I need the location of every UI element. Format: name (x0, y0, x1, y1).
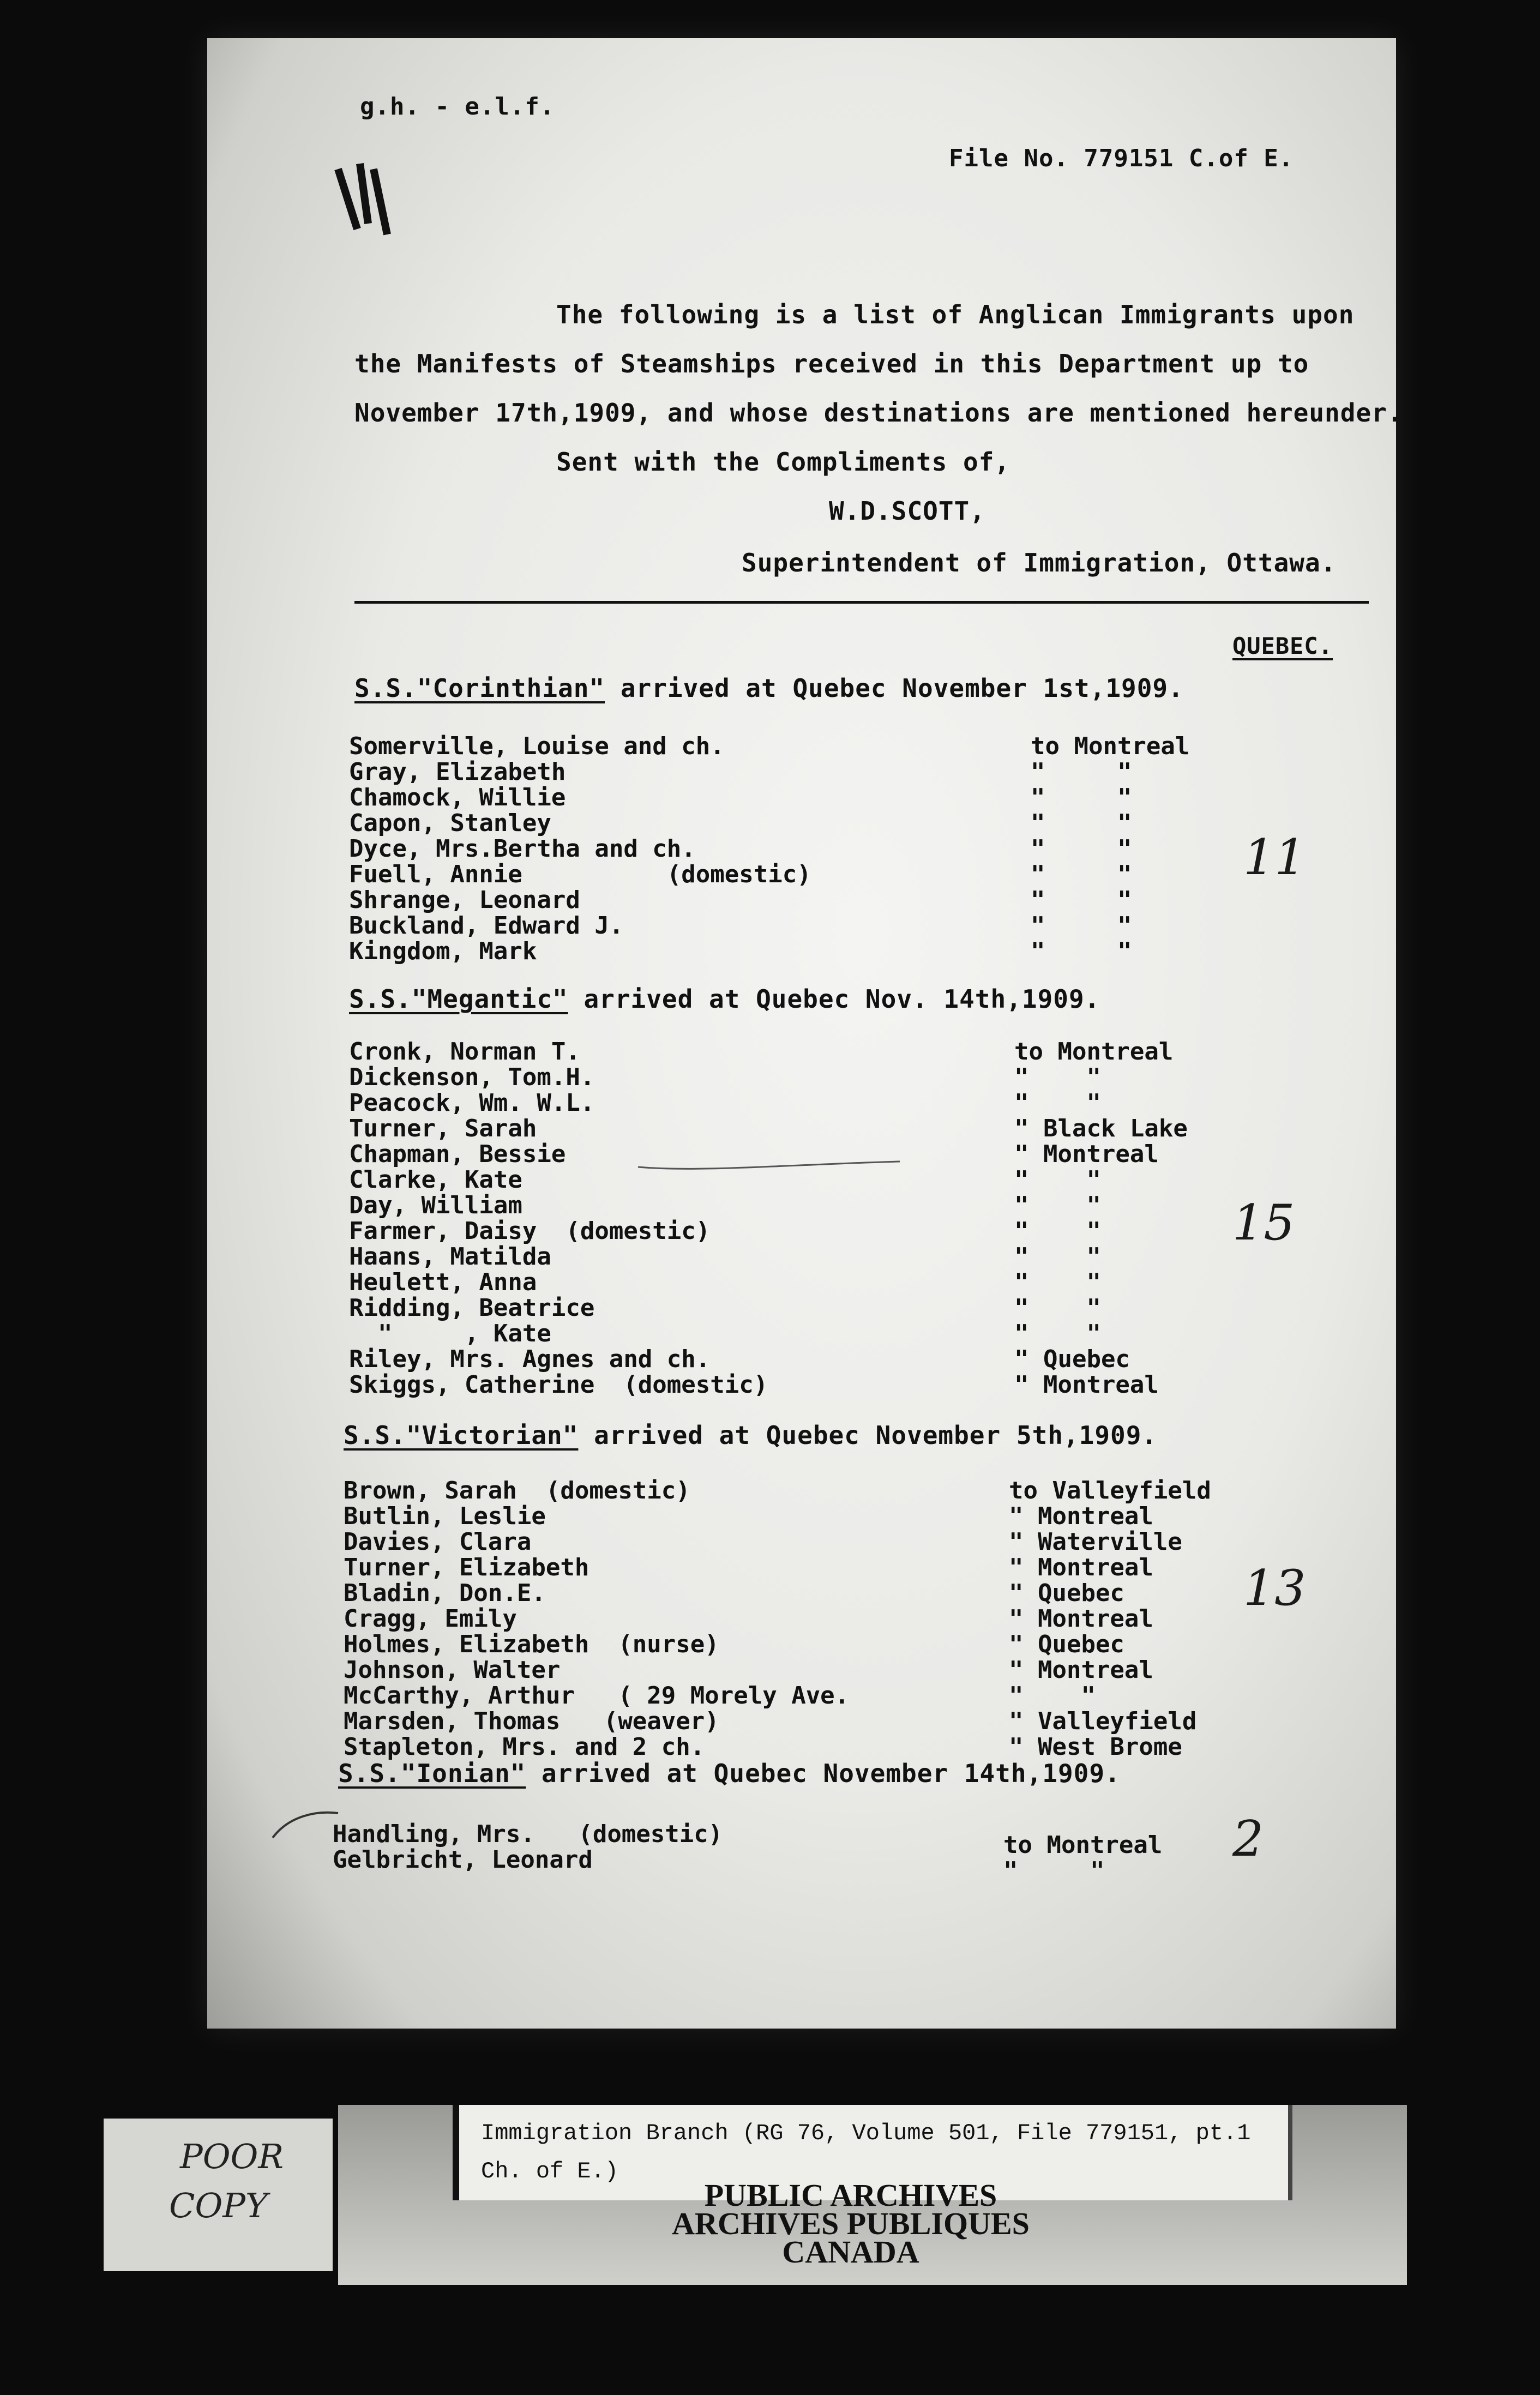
passenger-destinations: to Montreal " " " " " " " " " " " " " " " " (1031, 732, 1190, 965)
province-heading: QUEBEC. (1232, 633, 1333, 659)
archive-label-line-2: Ch. of E.) (481, 2158, 619, 2185)
intro-line-3: November 17th,1909, and whose destinations are mentioned hereunder. (354, 398, 1403, 428)
stamp-line-3: CANADA (782, 2234, 919, 2270)
archive-label-line-1: Immigration Branch (RG 76, Volume 501, File 779151, pt.1 (481, 2120, 1251, 2146)
stamp-line-1: PUBLIC ARCHIVES (704, 2177, 997, 2213)
hole-punch-mark (327, 158, 404, 240)
handwritten-count: 15 (1232, 1194, 1295, 1251)
pencil-stroke (633, 1156, 905, 1178)
passenger-destinations: to Montreal " " (1003, 1831, 1163, 1885)
initials: g.h. - e.l.f. (360, 93, 555, 121)
ship-name: S.S."Corinthian" (354, 673, 605, 703)
stamp-line-2: ARCHIVES PUBLIQUES (672, 2206, 1030, 2241)
intro-line-4: Sent with the Compliments of, (556, 447, 1010, 477)
document-page (207, 38, 1403, 2029)
section-heading (349, 984, 1100, 1014)
arrival-text: arrived at Quebec November 14th,1909. (542, 1759, 1121, 1788)
signatory-title: Superintendent of Immigration, Ottawa. (742, 548, 1337, 577)
intro-line-1: The following is a list of Anglican Immigrants upon (556, 300, 1355, 329)
arrival-text: arrived at Quebec Nov. 14th,1909. (583, 984, 1100, 1014)
horizontal-rule (354, 601, 1369, 604)
archives-stamp (578, 2177, 1123, 2270)
handwritten-count: 13 (1243, 1560, 1306, 1617)
passenger-names: Cronk, Norman T. Dickenson, Tom.H. Peacock, Wm. W.L. Turner, Sarah Chapman, Bessie Clarke, Kate Day, William Farmer, Daisy (domestic) Haans, Matilda Heulett, Anna Ridding, Beatrice " , Kate Riley, Mrs. Agnes and ch. Skiggs, Catherine (domestic) (349, 1038, 768, 1399)
handwritten-count: 11 (1243, 829, 1306, 886)
poor-copy-line-1: POOR (180, 2137, 284, 2176)
section-heading (354, 673, 1184, 703)
handwritten-count: 2 (1232, 1810, 1264, 1868)
arrival-text: arrived at Quebec November 1st,1909. (620, 673, 1184, 703)
pencil-stroke (267, 1805, 344, 1849)
passenger-destinations: to Montreal " " " " " Black Lake " Montreal " " " " " " " " " " " " " " " Quebec " Montreal (1014, 1038, 1188, 1399)
passenger-names: Brown, Sarah (domestic) Butlin, Leslie Davies, Clara Turner, Elizabeth Bladin, Don.E. Cragg, Emily Holmes, Elizabeth (nurse) Johnson, Walter McCarthy, Arthur ( 29 Morely Ave. Marsden, Thomas (weaver) Stapleton, Mrs. and 2 ch. (344, 1477, 850, 1761)
section-heading (338, 1759, 1121, 1788)
file-number: File No. 779151 C.of E. (949, 145, 1294, 172)
poor-copy-line-2: COPY (169, 2186, 268, 2225)
passenger-destinations: to Valleyfield " Montreal " Waterville " Montreal " Quebec " Montreal " Quebec " Montreal " " " Valleyfield " West Brome (1009, 1477, 1211, 1761)
passenger-names: Somerville, Louise and ch. Gray, Elizabeth Chamock, Willie Capon, Stanley Dyce, Mrs.Bertha and ch. Fuell, Annie (domestic) Shrange, Leonard Buckland, Edward J. Kingdom, Mark (349, 732, 811, 965)
poor-copy-note (104, 2119, 333, 2271)
passenger-names: Handling, Mrs. (domestic) Gelbricht, Leonard (333, 1820, 723, 1874)
signatory: W.D.SCOTT, (829, 496, 985, 526)
intro-line-2: the Manifests of Steamships received in this Department up to (354, 349, 1309, 378)
arrival-text: arrived at Quebec November 5th,1909. (594, 1421, 1158, 1450)
ship-name: S.S."Victorian" (344, 1421, 579, 1450)
ship-name: S.S."Megantic" (349, 984, 568, 1014)
ship-name: S.S."Ionian" (338, 1759, 526, 1788)
section-heading (344, 1421, 1157, 1450)
